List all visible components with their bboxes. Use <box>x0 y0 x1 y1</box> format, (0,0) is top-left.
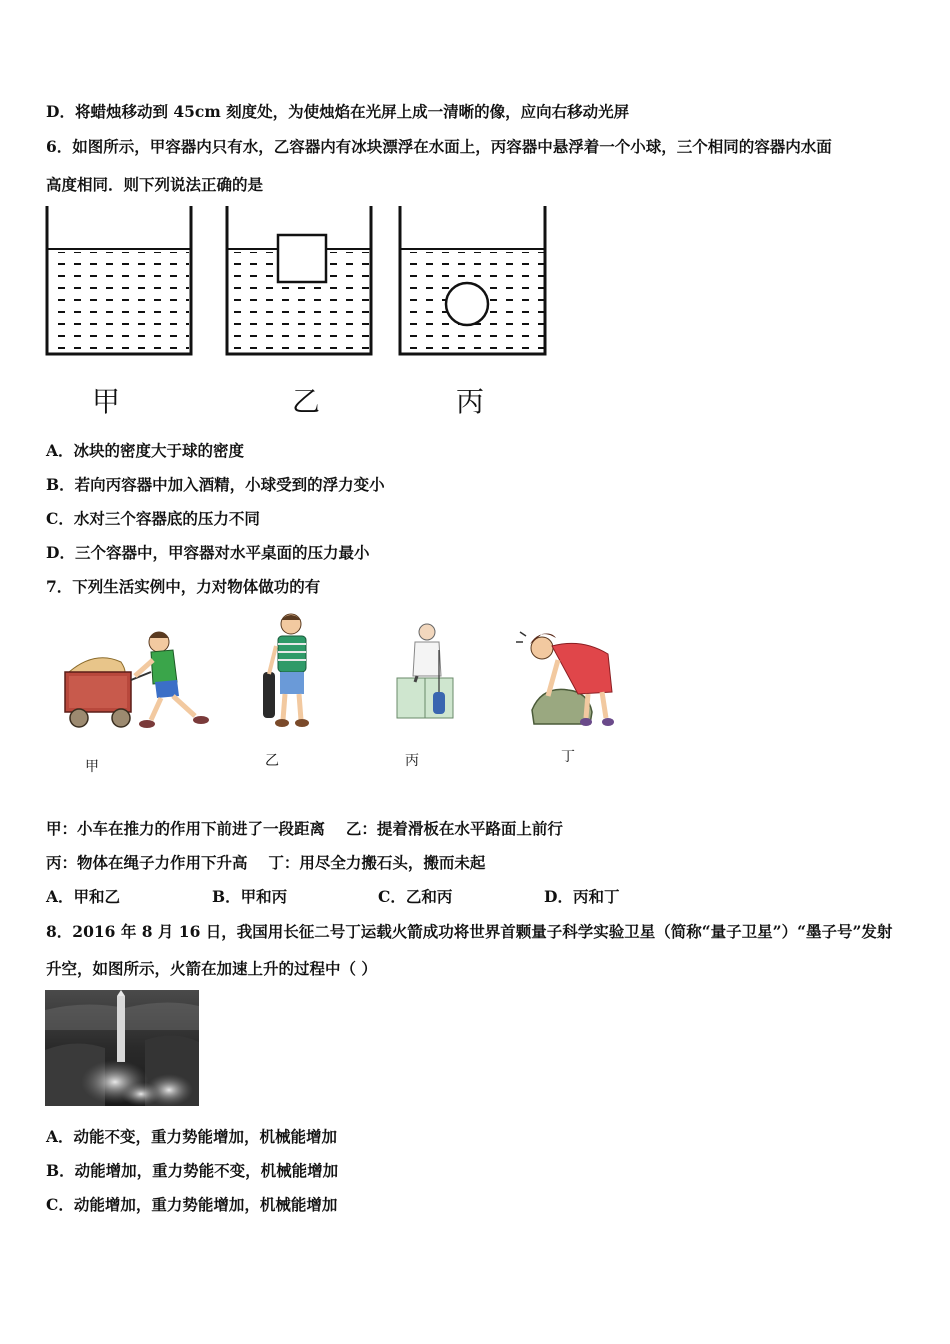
suspended-ball <box>446 283 488 325</box>
q7-stem: 7．下列生活实例中，力对物体做功的有 <box>46 577 321 596</box>
q8-rocket-launch-photo <box>45 990 199 1106</box>
q6-stem-line2: 高度相同．则下列说法正确的是 <box>46 175 264 194</box>
q7-option-c: C．乙和丙 <box>378 887 453 906</box>
q6-option-d: D．三个容器中，甲容器对水平桌面的压力最小 <box>46 543 370 562</box>
q6-option-a: A．冰块的密度大于球的密度 <box>46 441 245 460</box>
q6-label-yi: 乙 <box>292 385 321 418</box>
container-bing <box>400 206 545 354</box>
q7-option-d: D．丙和丁 <box>544 887 620 906</box>
q6-stem-line1: 6．如图所示，甲容器内只有水，乙容器内有冰块漂浮在水面上，丙容器中悬浮着一个小球，三个相同的容器内水面 <box>46 137 832 156</box>
q8-stem-line1: 8．2016 年 8 月 16 日，我国用长征二号丁运载火箭成功将世界首颗量子科学实验卫星（简称“量子卫星”）“墨子号”发射 <box>46 922 893 941</box>
q7-desc-line1: 甲：小车在推力的作用下前进了一段距离 乙：提着滑板在水平路面上前行 <box>46 819 563 838</box>
q7-illustration-lift-rock <box>512 620 627 730</box>
container-jia <box>47 206 191 354</box>
q6-option-c: C．水对三个容器底的压力不同 <box>46 509 260 528</box>
q8-option-a: A．动能不变，重力势能增加，机械能增加 <box>46 1127 338 1146</box>
q6-label-bing: 丙 <box>456 385 485 418</box>
q7-option-a: A．甲和乙 <box>46 887 121 906</box>
q8-stem-line2: 升空，如图所示，火箭在加速上升的过程中（ ） <box>46 959 377 978</box>
q6-option-b: B．若向丙容器中加入酒精，小球受到的浮力变小 <box>46 475 385 494</box>
q8-option-c: C．动能增加，重力势能增加，机械能增加 <box>46 1195 338 1214</box>
q8-option-b: B．动能增加，重力势能不变，机械能增加 <box>46 1161 339 1180</box>
q7-label-ding: 丁 <box>561 749 575 765</box>
container-yi <box>227 206 371 354</box>
q6-label-jia: 甲 <box>92 385 121 418</box>
q5-option-d: D．将蜡烛移动到 45cm 刻度处，为使烛焰在光屏上成一清晰的像，应向右移动光屏 <box>46 102 630 121</box>
q7-label-bing: 丙 <box>405 753 419 769</box>
q7-desc-line2: 丙：物体在绳子力作用下升高 丁：用尽全力搬石头，搬而未起 <box>46 853 486 872</box>
q7-options-row <box>46 887 619 907</box>
q7-illustration-lift-rope <box>395 620 460 725</box>
q6-containers-figure <box>40 200 560 365</box>
q7-label-yi: 乙 <box>265 753 279 769</box>
q7-illustration-push-cart <box>55 620 215 735</box>
q7-illustration-carry-board <box>258 610 328 735</box>
q7-label-jia: 甲 <box>85 759 99 775</box>
q7-option-b: B．甲和丙 <box>212 887 288 906</box>
ice-block <box>278 235 326 282</box>
